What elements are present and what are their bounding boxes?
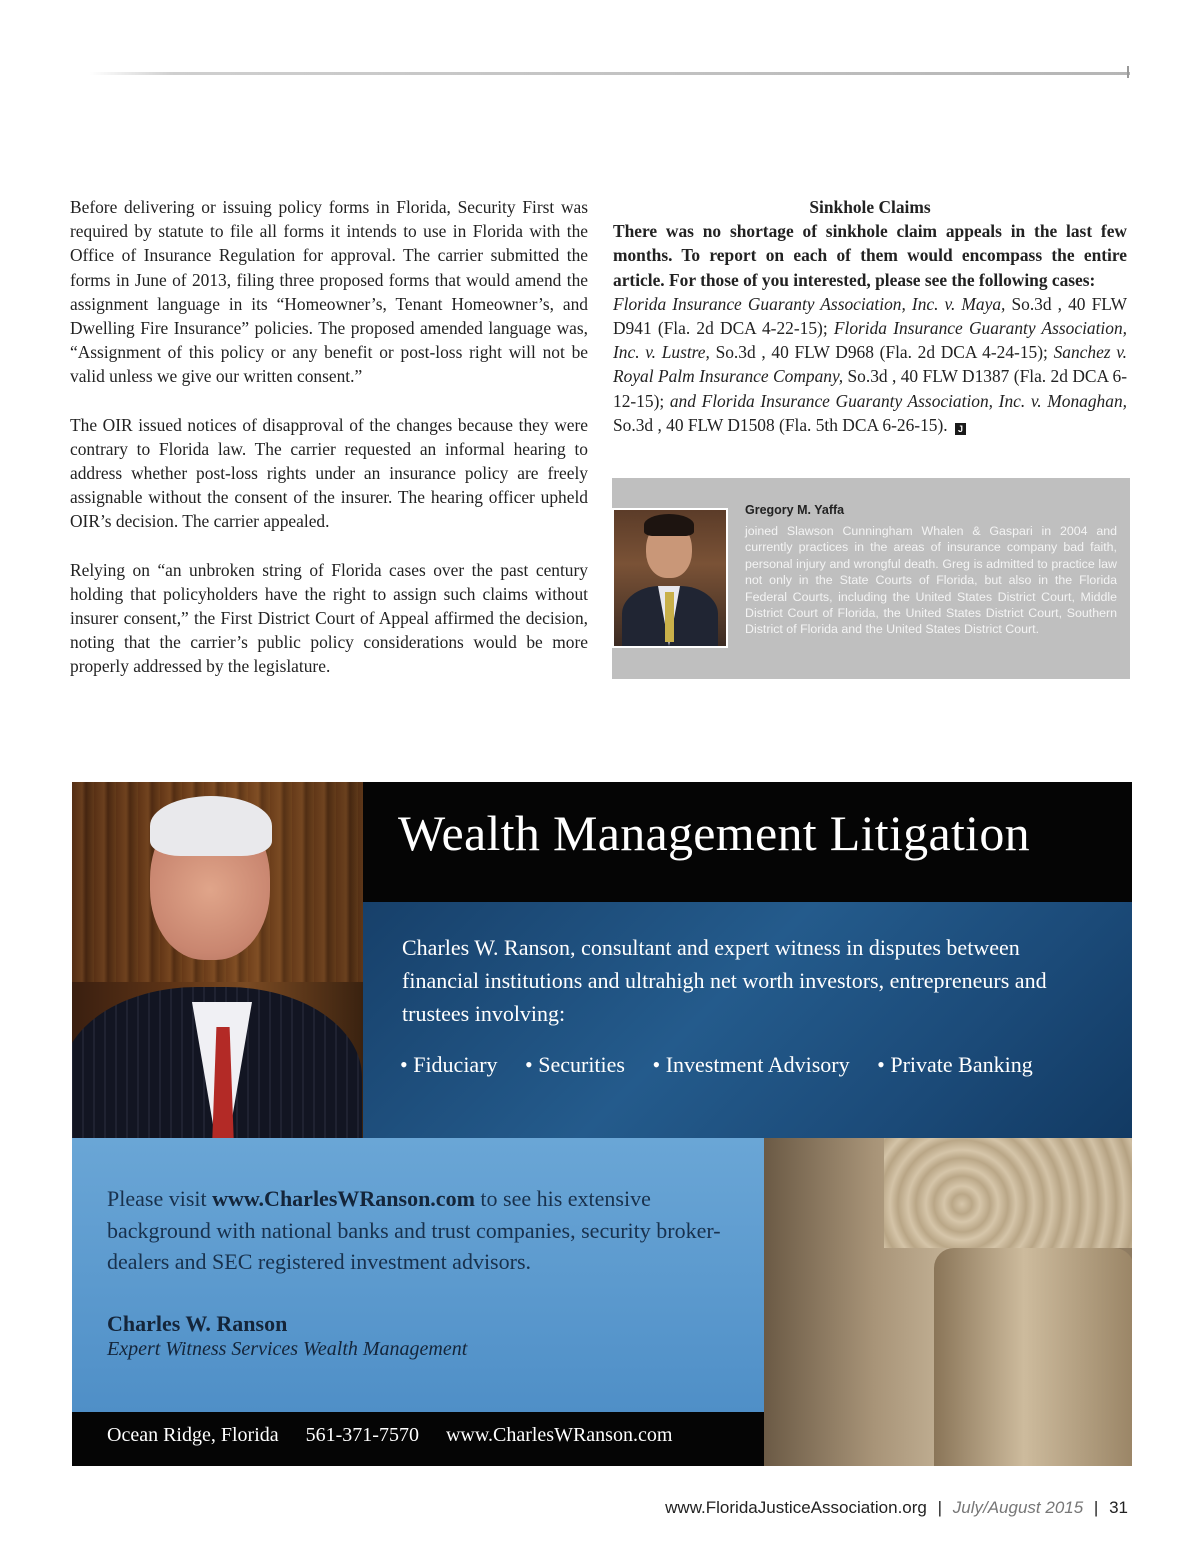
section-intro: There was no shortage of sinkhole claim appeals in the last few months. To report on each of them would encompass the entire article. For those of you interested, please see the following cases: bbox=[613, 221, 1127, 290]
case-name: Sanchez v. Royal Palm Insurance Company, bbox=[613, 342, 1128, 387]
left-column bbox=[70, 195, 588, 703]
case-citations bbox=[613, 292, 1127, 437]
ad-website-link[interactable]: www.CharlesWRanson.com bbox=[445, 1424, 673, 1446]
ad-person-role: Expert Witness Services Wealth Management bbox=[107, 1338, 468, 1360]
paragraph: The OIR issued notices of disapproval of the changes because they were contrary to Florida law. The carrier requested an informal hearing to address whether post-loss rights under an insurance policy are freely assignable without the consent of the insurer. The hearing officer upheld OIR’s decision. The carrier appealed. bbox=[70, 414, 588, 532]
header-rule-tick bbox=[1127, 66, 1129, 78]
case-cite: So.3d , 40 FLW D1387 (Fla. 2d DCA 6-12-15); bbox=[613, 366, 1127, 411]
end-of-article-icon: J bbox=[955, 423, 966, 435]
header-rule bbox=[90, 72, 1130, 75]
footer-separator: | bbox=[937, 1498, 943, 1517]
case-cite: So.3d , 40 FLW D968 (Fla. 2d DCA 4-24-15); bbox=[709, 342, 1054, 363]
ad-service-item: • Fiduciary bbox=[400, 1052, 498, 1077]
footer-issue: July/August 2015 bbox=[952, 1498, 1084, 1517]
footer-separator: | bbox=[1093, 1498, 1099, 1517]
ad-service-item: • Private Banking bbox=[877, 1052, 1033, 1077]
ad-phone: 561-371-7570 bbox=[305, 1424, 419, 1446]
case-name: and Florida Insurance Guaranty Association, Inc. v. Monaghan, bbox=[669, 390, 1127, 411]
ad-contact-line bbox=[107, 1424, 694, 1447]
paragraph: Relying on “an unbroken string of Florida cases over the past century holding that policyholders have the right to assign such claims without insurer consent,” the First District Court of Appeal affirmed the decision, noting that the carrier’s public policy considerations would be more properly addressed by the legislature. bbox=[70, 559, 588, 677]
ad-service-list bbox=[400, 1052, 1120, 1078]
case-cite: So.3d , 40 FLW D1508 (Fla. 5th DCA 6-26-15). bbox=[613, 414, 952, 435]
case-name: Florida Insurance Guaranty Association, Inc. v. Maya, bbox=[613, 293, 1006, 314]
paragraph: Before delivering or issuing policy forms in Florida, Security First was required by statute to file all forms it intends to use in Florida with the Office of Insurance Regulation for approval. The carrier submitted the forms in June of 2013, filing three proposed forms that would amend the assignment language in its “Homeowner’s, Tenant Homeowner’s, and Dwelling Fire Insurance” policies. The proposed amended language was, “Assignment of this policy or any benefit or post-loss right will not be valid unless we give our written consent.” bbox=[70, 197, 588, 387]
author-bio-text: joined Slawson Cunningham Whalen & Gaspari in 2004 and currently practices in the areas of insurance company bad faith, personal injury and wrongful death. Greg is admitted to practice law not only in the State Courts of Florida, but also in the Florida Federal Courts, including the United States District Court, Middle District Court of Florida, the United States District Court, Southern District of Florida and the United States District Court. bbox=[745, 524, 1117, 637]
author-bio-box bbox=[612, 478, 1130, 679]
case-name: Florida Insurance Guaranty Association, Inc. v. Lustre, bbox=[613, 318, 1127, 363]
ad-service-item: • Investment Advisory bbox=[652, 1052, 850, 1077]
advertisement bbox=[72, 782, 1132, 1466]
case-cite: So.3d , 40 FLW D941 (Fla. 2d DCA 4-22-15); bbox=[613, 293, 1128, 339]
ad-description: Charles W. Ranson, consultant and expert witness in disputes between financial institutions and ultrahigh net worth investors, entrepreneurs and trustees involving: bbox=[402, 935, 1047, 1026]
footer-site-link[interactable]: www.FloridaJusticeAssociation.org bbox=[665, 1498, 927, 1517]
right-column bbox=[613, 195, 1127, 437]
advertiser-photo bbox=[72, 782, 363, 1138]
ad-service-item: • Securities bbox=[525, 1052, 625, 1077]
section-heading: Sinkhole Claims bbox=[809, 197, 931, 217]
ad-person-name: Charles W. Ranson bbox=[107, 1311, 288, 1336]
page-number: 31 bbox=[1109, 1498, 1128, 1517]
ad-location: Ocean Ridge, Florida bbox=[107, 1424, 279, 1446]
ad-visit-text bbox=[107, 1183, 727, 1278]
author-name: Gregory M. Yaffa bbox=[745, 503, 845, 517]
ad-visit-prefix: Please visit bbox=[107, 1186, 213, 1211]
ad-visit-suffix: to see his extensive background with national banks and trust companies, security broker-dealers and SEC registered investment advisors. bbox=[107, 1186, 721, 1274]
ad-title: Wealth Management Litigation bbox=[398, 805, 1030, 861]
page-footer bbox=[665, 1498, 1128, 1518]
ad-visit-link[interactable]: www.CharlesWRanson.com bbox=[212, 1186, 475, 1211]
ad-column-image bbox=[764, 1138, 1132, 1466]
author-photo bbox=[612, 508, 728, 648]
